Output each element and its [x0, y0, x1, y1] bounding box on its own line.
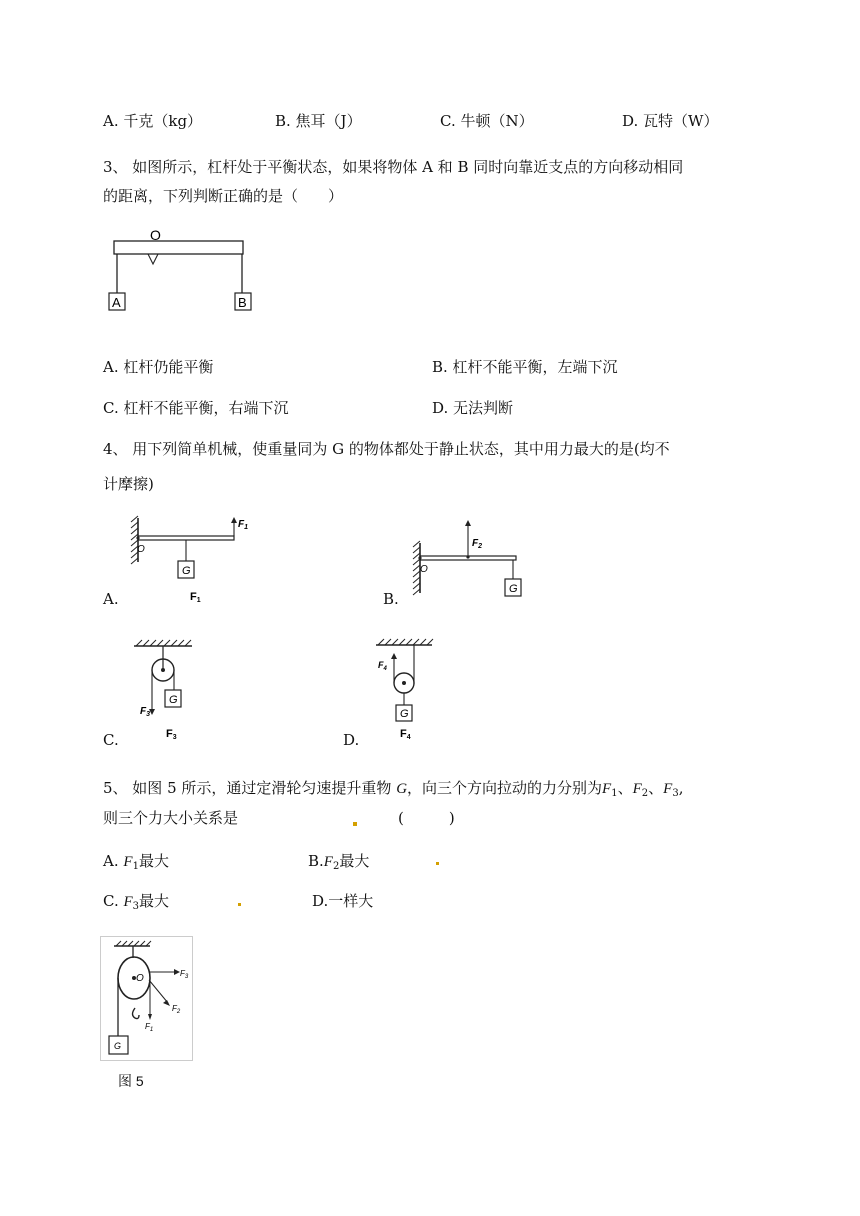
- q5-option-a: A. $F_1$最大: [103, 852, 169, 872]
- q5-option-c: C. $F_3$最大: [103, 892, 170, 912]
- q4d-force-label: $F_4$: [378, 660, 387, 672]
- q5-stem-line2: 则三个力大小关系是: [103, 809, 239, 827]
- q4-figure-b: [410, 515, 535, 605]
- q4b-pivot-label: O: [420, 564, 428, 575]
- yellow-mark: [436, 862, 439, 865]
- q3-box-b-label: B: [238, 295, 247, 310]
- q4c-force-label: $F_3$: [140, 706, 151, 718]
- q5-figure-caption: 图 5: [118, 1073, 144, 1089]
- q4-figure-d: [372, 636, 442, 748]
- q5-f3-label: $F_3$: [180, 969, 189, 980]
- q4c-caption: F3: [166, 728, 177, 741]
- q4a-weight-label: G: [182, 565, 191, 577]
- q4-option-c: C.: [103, 731, 119, 749]
- q4c-weight-label: G: [169, 694, 178, 706]
- q3-option-d: D. 无法判断: [432, 399, 514, 417]
- q2-option-a: A. 千克（kg）: [103, 112, 203, 130]
- q2-option-c: C. 牛顿（N）: [440, 112, 534, 130]
- q4-figure-a: [128, 512, 258, 607]
- q3-option-b: B. 杠杆不能平衡，左端下沉: [432, 358, 618, 376]
- q5-pulley-figure: [100, 936, 194, 1062]
- q4-option-d: D.: [343, 731, 360, 749]
- q4b-force-label: $F_2$: [472, 538, 483, 550]
- q4a-force-label: $F_1$: [238, 519, 249, 531]
- q4b-weight-label: G: [509, 583, 518, 595]
- q5-pivot-label: O: [136, 973, 144, 984]
- q3-pivot-label: O: [150, 227, 161, 243]
- yellow-mark: [238, 903, 241, 906]
- q3-stem-line1: 3、 如图所示，杠杆处于平衡状态，如果将物体 A 和 B 同时向靠近支点的方向移动相同: [103, 158, 684, 176]
- q3-option-a: A. 杠杆仍能平衡: [103, 358, 214, 376]
- q5-weight-label: G: [114, 1041, 122, 1051]
- q5-f2-label: $F_2$: [172, 1004, 181, 1015]
- q4d-weight-label: G: [400, 708, 409, 720]
- q4-stem-line2: 计摩擦): [103, 475, 154, 493]
- q4-option-a: A.: [103, 590, 119, 608]
- yellow-mark: [353, 822, 357, 826]
- q5-option-d: D.一样大: [312, 892, 374, 910]
- q3-lever-figure: [100, 222, 270, 317]
- q2-option-b: B. 焦耳（J）: [275, 112, 362, 130]
- q3-box-a-label: A: [112, 295, 121, 310]
- q2-option-d: D. 瓦特（W）: [622, 112, 719, 130]
- q5-option-b: $B.F_2$最大: [308, 852, 370, 872]
- q3-stem-line2: 的距离，下列判断正确的是（ ）: [103, 187, 344, 205]
- q4d-caption: F4: [400, 728, 411, 741]
- q5-stem-line1: 5、 如图 5 所示，通过定滑轮匀速提升重物 G，向三个方向拉动的力分别为$F_1$、$F_2$、$F_3$,: [103, 779, 684, 799]
- q5-answer-paren: ( ): [398, 809, 455, 827]
- q3-option-c: C. 杠杆不能平衡，右端下沉: [103, 399, 289, 417]
- q4-figure-c: [130, 638, 210, 748]
- q4-stem-line1: 4、 用下列简单机械，使重量同为 G 的物体都处于静止状态，其中用力最大的是(均不: [103, 440, 670, 458]
- q4a-pivot-label: O: [137, 544, 145, 555]
- q5-f1-label: $F_1$: [145, 1022, 154, 1033]
- q4-option-b: B.: [383, 590, 399, 608]
- q4a-caption: F1: [190, 591, 201, 604]
